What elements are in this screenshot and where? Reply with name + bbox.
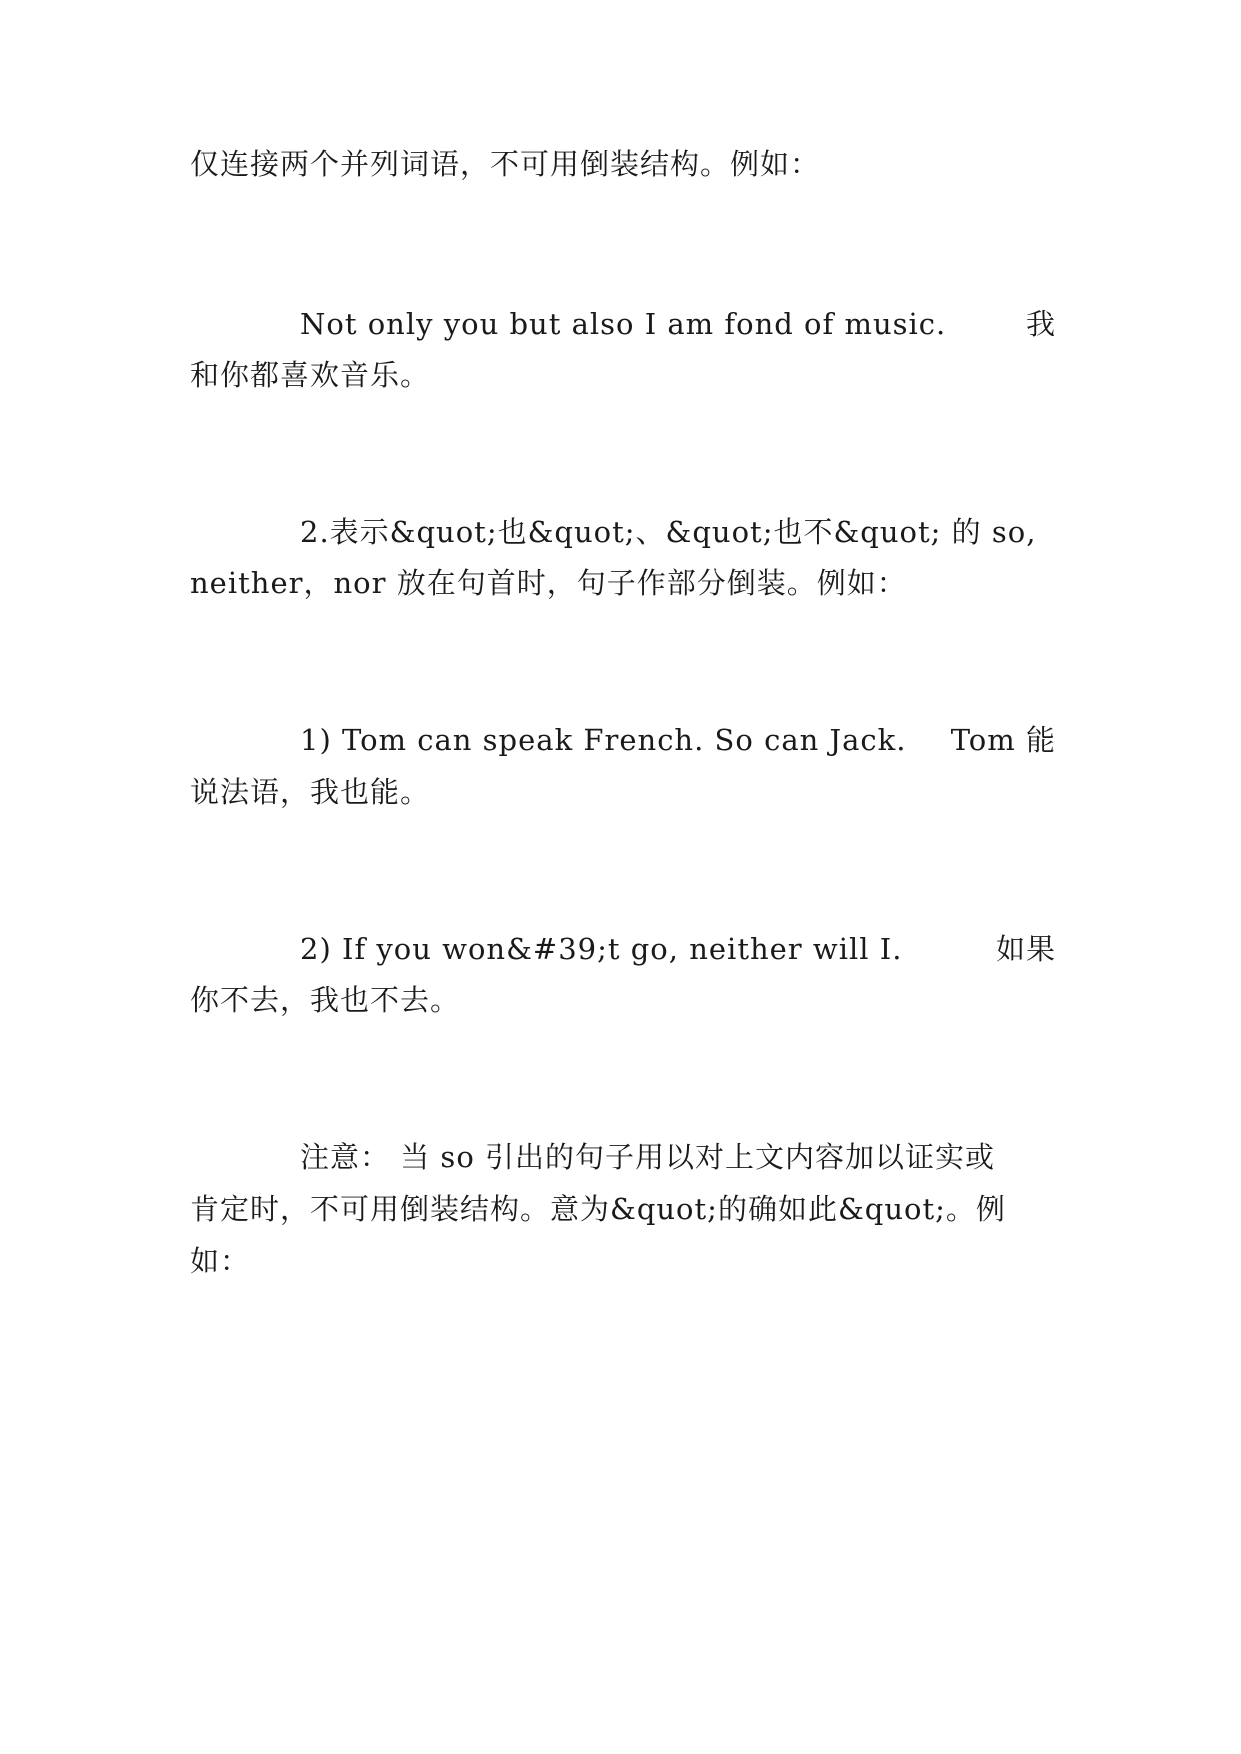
paragraph-line: 说法语，我也能。 (190, 775, 431, 809)
paragraph-first-line (300, 931, 1056, 967)
paragraph-first-line (300, 1139, 1056, 1175)
paragraph-first-line (300, 722, 1056, 758)
translation-start: 我 (1025, 307, 1056, 341)
paragraph-line: 仅连接两个并列词语，不可用倒装结构。例如： (190, 147, 821, 181)
paragraph-line: neither，nor 放在句首时，句子作部分倒装。例如： (190, 566, 907, 600)
paragraph-first-line (300, 306, 1056, 342)
translation-start: Tom 能 (950, 723, 1056, 757)
example-sentence: Not only you but also I am fond of music. (300, 307, 947, 341)
rule-heading: 2.表示&quot;也&quot;、&quot;也不&quot; 的 so, (300, 515, 1037, 549)
paragraph-line: 你不去，我也不去。 (190, 983, 461, 1017)
paragraph-line: 和你都喜欢音乐。 (190, 358, 431, 392)
note-heading: 注意： 当 so 引出的句子用以对上文内容加以证实或 (300, 1140, 995, 1174)
paragraph-line: 如： (190, 1244, 251, 1278)
translation-start: 如果 (995, 932, 1056, 966)
example-sentence: 2) If you won&#39;t go, neither will I. (300, 932, 903, 966)
example-sentence: 1) Tom can speak French. So can Jack. (300, 723, 907, 757)
paragraph-line: 肯定时，不可用倒装结构。意为&quot;的确如此&quot;。例 (190, 1192, 1006, 1226)
paragraph-first-line (300, 514, 1056, 550)
